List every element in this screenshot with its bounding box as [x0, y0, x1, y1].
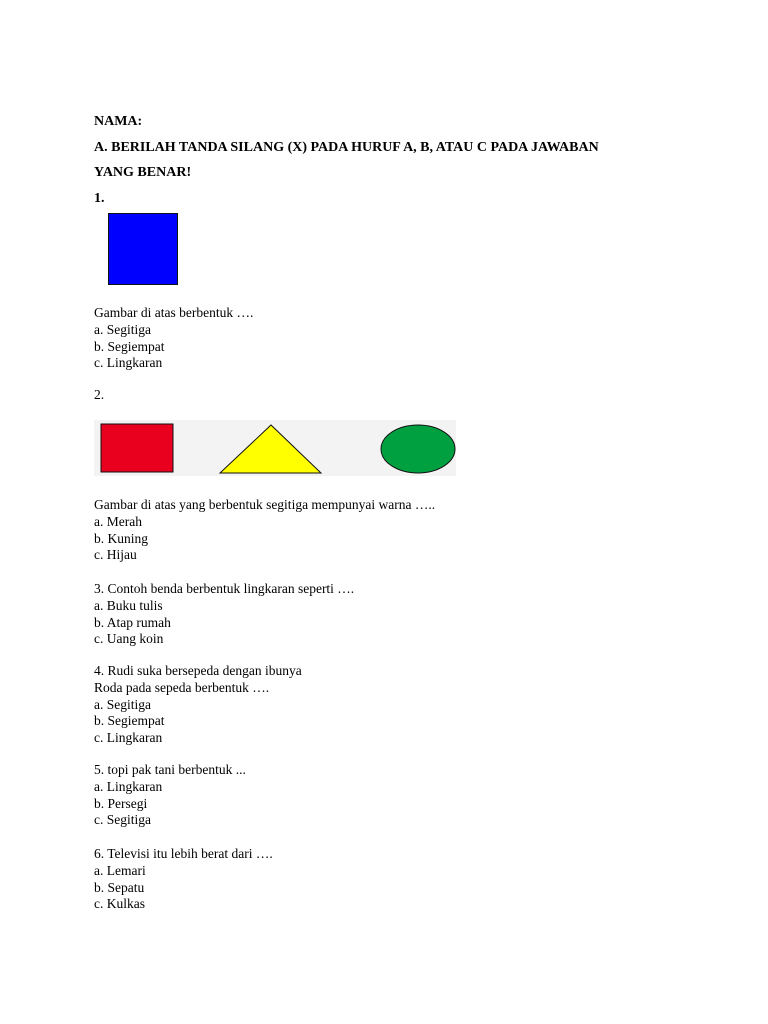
question-5-block — [94, 762, 246, 829]
question-2-prompt: Gambar di atas yang berbentuk segitiga mempunyai warna ….. — [94, 497, 436, 512]
yellow-triangle-shape — [220, 425, 321, 473]
question-5-option-a: a. Lingkaran — [94, 778, 163, 794]
question-1-block — [94, 305, 253, 372]
question-2-option-b: b. Kuning — [94, 530, 148, 546]
question-6-block — [94, 846, 273, 913]
shapes-svg — [94, 420, 456, 476]
question-4-block — [94, 663, 302, 747]
question-3-block — [94, 581, 354, 648]
question-4-option-b: b. Segiempat — [94, 713, 165, 729]
question-2-option-a: a. Merah — [94, 513, 142, 529]
question-6-option-c: c. Kulkas — [94, 896, 145, 912]
question-1-option-a: a. Segitiga — [94, 321, 151, 337]
question-4-prompt: 4. Rudi suka bersepeda dengan ibunya — [94, 663, 302, 678]
question-6-option-a: a. Lemari — [94, 862, 146, 878]
question-2-shapes — [94, 420, 456, 476]
question-4-option-a: a. Segitiga — [94, 696, 151, 712]
question-5-prompt: 5. topi pak tani berbentuk ... — [94, 762, 246, 777]
question-5-option-b: b. Persegi — [94, 795, 148, 811]
question-3-option-b: b. Atap rumah — [94, 614, 171, 630]
instruction-line-1: A. BERILAH TANDA SILANG (X) PADA HURUF A, B, ATAU C PADA JAWABAN — [94, 140, 599, 155]
question-2-block — [94, 497, 435, 564]
question-4-option-c: c. Lingkaran — [94, 730, 163, 746]
green-ellipse-shape — [381, 425, 455, 473]
blue-square-shape — [108, 213, 178, 285]
question-5-option-c: c. Segitiga — [94, 812, 151, 828]
question-2-option-c: c. Hijau — [94, 547, 137, 563]
instruction-line-2: YANG BENAR! — [94, 165, 192, 180]
question-3-prompt: 3. Contoh benda berbentuk lingkaran seperti …. — [94, 581, 355, 596]
question-6-prompt: 6. Televisi itu lebih berat dari …. — [94, 846, 273, 861]
question-3-option-c: c. Uang koin — [94, 631, 164, 647]
name-label: NAMA: — [94, 114, 143, 129]
question-1-prompt: Gambar di atas berbentuk …. — [94, 305, 254, 320]
question-1-option-b: b. Segiempat — [94, 338, 165, 354]
question-3-option-a: a. Buku tulis — [94, 597, 163, 613]
red-rectangle-shape — [101, 424, 173, 472]
question-2-number: 2. — [94, 387, 105, 402]
question-4-prompt-2: Roda pada sepeda berbentuk …. — [94, 679, 270, 695]
question-6-option-b: b. Sepatu — [94, 879, 145, 895]
question-1-option-c: c. Lingkaran — [94, 355, 163, 371]
question-1-number: 1. — [94, 191, 105, 206]
